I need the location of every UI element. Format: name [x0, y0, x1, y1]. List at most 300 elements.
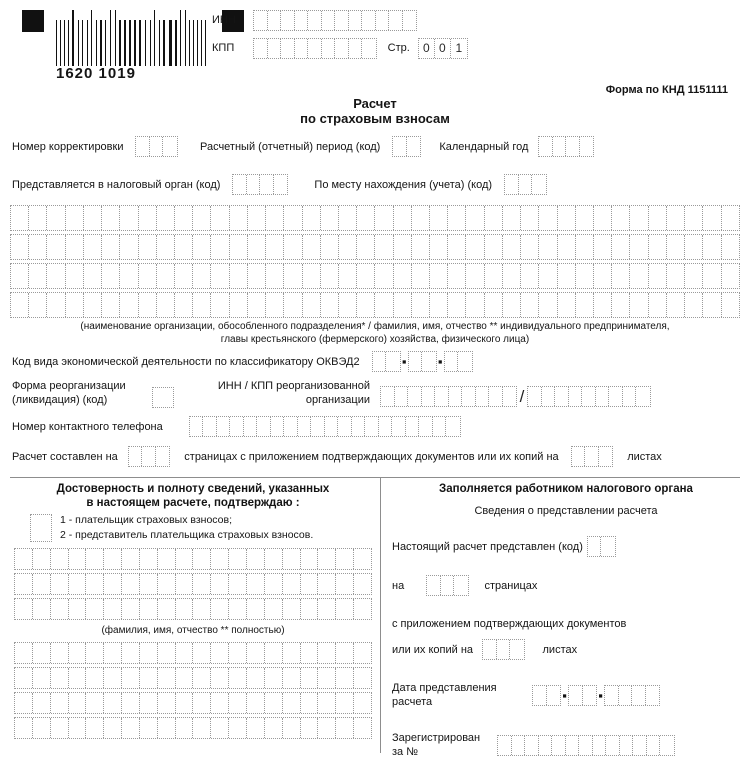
form-cell[interactable] [601, 537, 615, 556]
form-cell[interactable] [318, 693, 336, 713]
form-cell[interactable] [274, 175, 288, 194]
form-cell[interactable] [176, 668, 194, 688]
form-cell[interactable] [265, 668, 283, 688]
form-cell[interactable] [448, 206, 466, 230]
form-cell[interactable] [503, 206, 521, 230]
signature-grid-row[interactable] [14, 717, 372, 739]
fio-grid-row[interactable] [14, 598, 372, 620]
form-cell[interactable] [558, 235, 576, 259]
name-grid-row[interactable] [10, 205, 740, 231]
form-cell[interactable] [229, 574, 247, 594]
form-cell[interactable] [33, 599, 51, 619]
form-cell[interactable] [51, 599, 69, 619]
reorg-innkpp-input[interactable] [380, 386, 651, 407]
form-cell[interactable] [66, 264, 84, 288]
form-cell[interactable] [120, 293, 138, 317]
form-cell[interactable] [86, 718, 104, 738]
form-cell[interactable] [104, 574, 122, 594]
form-cell[interactable] [318, 599, 336, 619]
form-cell[interactable] [630, 293, 648, 317]
form-cell[interactable] [354, 549, 371, 569]
form-cell[interactable] [339, 264, 357, 288]
form-cell[interactable] [375, 293, 393, 317]
form-cell[interactable] [104, 693, 122, 713]
form-cell[interactable] [193, 264, 211, 288]
form-cell[interactable] [667, 206, 685, 230]
form-cell[interactable] [336, 599, 354, 619]
form-cell[interactable] [318, 668, 336, 688]
form-cell[interactable] [176, 718, 194, 738]
form-cell[interactable] [211, 574, 229, 594]
form-cell[interactable] [339, 235, 357, 259]
form-cell[interactable] [427, 576, 441, 595]
form-cell[interactable] [295, 39, 309, 58]
confirmation-code-input[interactable] [30, 514, 52, 542]
form-cell[interactable] [265, 549, 283, 569]
form-cell[interactable] [576, 235, 594, 259]
date-month-input[interactable] [568, 685, 597, 706]
form-cell[interactable] [386, 352, 400, 371]
form-cell[interactable] [142, 447, 156, 466]
form-cell[interactable] [281, 11, 295, 30]
form-cell[interactable] [140, 668, 158, 688]
form-cell[interactable] [466, 235, 484, 259]
page-number-input[interactable] [418, 38, 468, 59]
form-cell[interactable] [86, 643, 104, 663]
form-cell[interactable] [266, 293, 284, 317]
form-cell[interactable] [211, 643, 229, 663]
form-cell[interactable] [122, 718, 140, 738]
form-cell[interactable] [392, 417, 406, 436]
okved-group-1[interactable] [372, 351, 401, 372]
okved-group-2[interactable] [408, 351, 437, 372]
submission-date-input[interactable] [532, 685, 660, 706]
form-cell[interactable] [609, 387, 623, 406]
form-cell[interactable] [29, 206, 47, 230]
form-cell[interactable] [521, 264, 539, 288]
form-cell[interactable] [301, 574, 319, 594]
form-cell[interactable] [156, 447, 170, 466]
form-cell[interactable] [51, 718, 69, 738]
form-cell[interactable] [354, 599, 371, 619]
form-cell[interactable] [254, 11, 268, 30]
form-cell[interactable] [318, 643, 336, 663]
okved-group-3[interactable] [444, 351, 473, 372]
form-cell[interactable] [318, 718, 336, 738]
form-cell[interactable] [395, 387, 409, 406]
form-cell[interactable] [139, 264, 157, 288]
form-cell[interactable] [321, 264, 339, 288]
phone-input[interactable] [189, 416, 461, 437]
form-cell[interactable] [139, 206, 157, 230]
form-cell[interactable] [301, 693, 319, 713]
form-cell[interactable] [122, 549, 140, 569]
form-cell[interactable] [462, 387, 476, 406]
form-cell[interactable] [566, 736, 580, 755]
form-cell[interactable] [354, 574, 371, 594]
form-cell[interactable] [281, 39, 295, 58]
form-cell[interactable] [667, 264, 685, 288]
form-cell[interactable] [576, 206, 594, 230]
form-cell[interactable] [163, 137, 177, 156]
form-cell[interactable] [266, 235, 284, 259]
form-cell[interactable] [336, 643, 354, 663]
form-cell[interactable] [308, 11, 322, 30]
form-cell[interactable] [539, 235, 557, 259]
form-cell[interactable] [29, 264, 47, 288]
form-cell[interactable] [311, 417, 325, 436]
form-cell[interactable] [409, 352, 423, 371]
form-cell[interactable] [321, 293, 339, 317]
form-cell[interactable] [619, 686, 633, 705]
form-cell[interactable] [51, 693, 69, 713]
form-cell[interactable] [722, 206, 739, 230]
form-cell[interactable] [612, 206, 630, 230]
form-cell[interactable] [339, 293, 357, 317]
form-cell[interactable] [594, 235, 612, 259]
form-cell[interactable] [322, 11, 336, 30]
form-cell[interactable] [69, 668, 87, 688]
form-cell[interactable] [84, 293, 102, 317]
form-cell[interactable] [33, 643, 51, 663]
form-cell[interactable] [485, 293, 503, 317]
form-cell[interactable] [362, 39, 376, 58]
form-cell[interactable] [660, 736, 674, 755]
form-cell[interactable] [122, 668, 140, 688]
form-cell[interactable] [636, 387, 650, 406]
sheets-count-input[interactable] [571, 446, 614, 467]
form-cell[interactable] [533, 686, 547, 705]
form-cell[interactable] [140, 693, 158, 713]
form-cell[interactable]: 0 [419, 39, 435, 58]
form-cell[interactable] [230, 206, 248, 230]
form-cell[interactable] [176, 599, 194, 619]
form-cell[interactable] [230, 235, 248, 259]
form-cell[interactable] [412, 293, 430, 317]
form-cell[interactable] [375, 264, 393, 288]
name-grid-row[interactable] [10, 292, 740, 318]
name-grid-row[interactable] [10, 263, 740, 289]
form-cell[interactable] [11, 264, 29, 288]
form-cell[interactable] [11, 235, 29, 259]
form-cell[interactable] [336, 549, 354, 569]
form-cell[interactable] [283, 668, 301, 688]
form-cell[interactable] [247, 574, 265, 594]
form-cell[interactable] [354, 693, 371, 713]
form-cell[interactable] [11, 206, 29, 230]
location-input[interactable] [504, 174, 547, 195]
form-cell[interactable] [102, 206, 120, 230]
form-cell[interactable] [265, 718, 283, 738]
form-cell[interactable] [120, 235, 138, 259]
form-cell[interactable] [158, 599, 176, 619]
form-cell[interactable] [588, 537, 602, 556]
form-cell[interactable] [211, 668, 229, 688]
form-cell[interactable] [33, 549, 51, 569]
form-cell[interactable] [303, 293, 321, 317]
form-cell[interactable] [51, 643, 69, 663]
form-cell[interactable] [553, 137, 567, 156]
form-cell[interactable] [15, 574, 33, 594]
form-cell[interactable] [338, 417, 352, 436]
form-cell[interactable] [122, 574, 140, 594]
form-cell[interactable] [585, 447, 599, 466]
form-cell[interactable] [104, 668, 122, 688]
form-cell[interactable] [430, 206, 448, 230]
form-cell[interactable] [446, 417, 460, 436]
form-cell[interactable] [376, 11, 390, 30]
form-cell[interactable] [485, 235, 503, 259]
form-cell[interactable] [403, 11, 417, 30]
form-cell[interactable] [266, 206, 284, 230]
form-cell[interactable] [66, 206, 84, 230]
form-cell[interactable] [630, 264, 648, 288]
form-cell[interactable] [649, 293, 667, 317]
form-cell[interactable] [122, 599, 140, 619]
form-cell[interactable] [722, 293, 739, 317]
form-cell[interactable] [193, 549, 211, 569]
form-cell[interactable] [505, 175, 519, 194]
form-cell[interactable] [230, 264, 248, 288]
form-cell[interactable] [489, 387, 503, 406]
form-cell[interactable] [349, 39, 363, 58]
form-cell[interactable] [354, 643, 371, 663]
form-cell[interactable] [667, 293, 685, 317]
form-cell[interactable] [283, 574, 301, 594]
form-cell[interactable] [33, 718, 51, 738]
form-cell[interactable] [521, 235, 539, 259]
form-cell[interactable] [498, 736, 512, 755]
form-cell[interactable] [51, 574, 69, 594]
form-cell[interactable] [301, 643, 319, 663]
form-cell[interactable] [158, 693, 176, 713]
form-cell[interactable] [140, 549, 158, 569]
form-cell[interactable] [104, 549, 122, 569]
form-cell[interactable] [66, 235, 84, 259]
form-cell[interactable] [406, 417, 420, 436]
form-cell[interactable] [265, 574, 283, 594]
form-cell[interactable] [389, 11, 403, 30]
form-cell[interactable] [572, 447, 586, 466]
form-cell[interactable] [69, 718, 87, 738]
form-cell[interactable] [193, 293, 211, 317]
kpp-input[interactable] [253, 38, 377, 59]
form-cell[interactable] [211, 718, 229, 738]
form-cell[interactable] [466, 264, 484, 288]
form-cell[interactable] [193, 668, 211, 688]
form-cell[interactable] [15, 549, 33, 569]
form-cell[interactable] [722, 235, 739, 259]
form-cell[interactable] [521, 293, 539, 317]
form-cell[interactable] [512, 736, 526, 755]
form-cell[interactable] [521, 206, 539, 230]
form-cell[interactable] [649, 264, 667, 288]
form-cell[interactable] [532, 175, 546, 194]
form-cell[interactable] [647, 736, 661, 755]
form-cell[interactable] [211, 206, 229, 230]
form-cell[interactable] [394, 264, 412, 288]
form-cell[interactable] [596, 387, 610, 406]
form-cell[interactable] [630, 206, 648, 230]
form-cell[interactable] [336, 693, 354, 713]
form-cell[interactable] [525, 736, 539, 755]
form-cell[interactable] [357, 293, 375, 317]
form-cell[interactable] [419, 417, 433, 436]
form-cell[interactable] [229, 693, 247, 713]
form-cell[interactable] [454, 576, 468, 595]
form-cell[interactable] [47, 264, 65, 288]
form-cell[interactable] [266, 264, 284, 288]
registration-number-input[interactable] [497, 735, 675, 756]
form-cell[interactable] [175, 235, 193, 259]
form-cell[interactable] [153, 388, 173, 407]
form-cell[interactable] [685, 206, 703, 230]
form-cell[interactable] [576, 293, 594, 317]
signature-grid-row[interactable] [14, 692, 372, 714]
form-cell[interactable] [257, 417, 271, 436]
form-cell[interactable] [86, 549, 104, 569]
form-cell[interactable] [104, 643, 122, 663]
tax-pages-input[interactable] [426, 575, 469, 596]
form-cell[interactable] [569, 387, 583, 406]
form-cell[interactable] [441, 576, 455, 595]
form-cell[interactable] [51, 668, 69, 688]
form-cell[interactable] [375, 206, 393, 230]
form-cell[interactable] [335, 39, 349, 58]
form-cell[interactable] [335, 11, 349, 30]
form-cell[interactable] [247, 668, 265, 688]
reorg-kpp-input[interactable] [527, 386, 651, 407]
form-cell[interactable] [466, 293, 484, 317]
form-cell[interactable] [247, 693, 265, 713]
form-cell[interactable] [485, 206, 503, 230]
form-cell[interactable] [321, 206, 339, 230]
form-cell[interactable] [539, 206, 557, 230]
form-cell[interactable] [685, 235, 703, 259]
form-cell[interactable] [247, 175, 261, 194]
form-cell[interactable] [86, 574, 104, 594]
form-cell[interactable] [594, 264, 612, 288]
form-cell[interactable] [632, 686, 646, 705]
form-cell[interactable] [158, 574, 176, 594]
form-cell[interactable] [318, 549, 336, 569]
form-cell[interactable] [47, 206, 65, 230]
form-cell[interactable] [510, 640, 524, 659]
form-cell[interactable]: 0 [435, 39, 451, 58]
form-cell[interactable] [254, 39, 268, 58]
form-cell[interactable] [646, 686, 660, 705]
form-cell[interactable] [633, 736, 647, 755]
form-cell[interactable] [566, 137, 580, 156]
form-cell[interactable] [430, 264, 448, 288]
form-cell[interactable] [519, 175, 533, 194]
form-cell[interactable] [247, 599, 265, 619]
form-cell[interactable] [558, 206, 576, 230]
form-cell[interactable] [193, 574, 211, 594]
form-cell[interactable] [412, 264, 430, 288]
form-cell[interactable] [445, 352, 459, 371]
form-cell[interactable] [448, 235, 466, 259]
form-cell[interactable] [325, 417, 339, 436]
form-cell[interactable] [593, 736, 607, 755]
form-cell[interactable] [422, 387, 436, 406]
form-cell[interactable] [140, 718, 158, 738]
form-cell[interactable] [247, 718, 265, 738]
form-cell[interactable] [552, 736, 566, 755]
form-cell[interactable] [722, 264, 739, 288]
form-cell[interactable] [193, 206, 211, 230]
form-cell[interactable] [448, 264, 466, 288]
form-cell[interactable] [86, 599, 104, 619]
form-cell[interactable] [233, 175, 247, 194]
form-cell[interactable] [612, 264, 630, 288]
reorg-inn-input[interactable] [380, 386, 517, 407]
form-cell[interactable] [321, 235, 339, 259]
form-cell[interactable] [449, 387, 463, 406]
form-cell[interactable] [176, 549, 194, 569]
form-cell[interactable] [47, 293, 65, 317]
form-cell[interactable] [379, 417, 393, 436]
form-cell[interactable] [176, 643, 194, 663]
form-cell[interactable] [354, 718, 371, 738]
form-cell[interactable] [373, 352, 387, 371]
form-cell[interactable] [265, 599, 283, 619]
form-cell[interactable] [247, 549, 265, 569]
form-cell[interactable] [211, 693, 229, 713]
form-cell[interactable] [230, 417, 244, 436]
form-cell[interactable] [84, 235, 102, 259]
form-cell[interactable] [265, 693, 283, 713]
form-cell[interactable] [620, 736, 634, 755]
form-cell[interactable] [284, 264, 302, 288]
form-cell[interactable] [268, 39, 282, 58]
form-cell[interactable] [11, 293, 29, 317]
form-cell[interactable] [485, 264, 503, 288]
form-cell[interactable] [430, 235, 448, 259]
form-cell[interactable] [412, 206, 430, 230]
form-cell[interactable] [365, 417, 379, 436]
form-cell[interactable] [86, 693, 104, 713]
form-cell[interactable] [140, 599, 158, 619]
form-cell[interactable] [193, 599, 211, 619]
form-cell[interactable] [284, 206, 302, 230]
form-cell[interactable] [375, 235, 393, 259]
form-cell[interactable] [295, 11, 309, 30]
form-cell[interactable] [29, 293, 47, 317]
form-cell[interactable] [157, 293, 175, 317]
form-cell[interactable] [284, 235, 302, 259]
name-grid-row[interactable] [10, 234, 740, 260]
form-cell[interactable] [69, 574, 87, 594]
form-cell[interactable] [229, 599, 247, 619]
form-cell[interactable] [122, 693, 140, 713]
form-cell[interactable] [248, 293, 266, 317]
form-cell[interactable] [569, 686, 583, 705]
form-cell[interactable] [229, 668, 247, 688]
form-cell[interactable] [349, 11, 363, 30]
form-cell[interactable] [594, 293, 612, 317]
form-cell[interactable] [466, 206, 484, 230]
form-cell[interactable] [623, 387, 637, 406]
form-cell[interactable] [547, 686, 561, 705]
form-cell[interactable] [599, 447, 613, 466]
form-cell[interactable] [336, 574, 354, 594]
representative-fio-input[interactable] [14, 548, 372, 620]
fio-grid-row[interactable] [14, 573, 372, 595]
form-cell[interactable] [703, 235, 721, 259]
inn-input[interactable] [253, 10, 417, 31]
date-year-input[interactable] [604, 685, 660, 706]
